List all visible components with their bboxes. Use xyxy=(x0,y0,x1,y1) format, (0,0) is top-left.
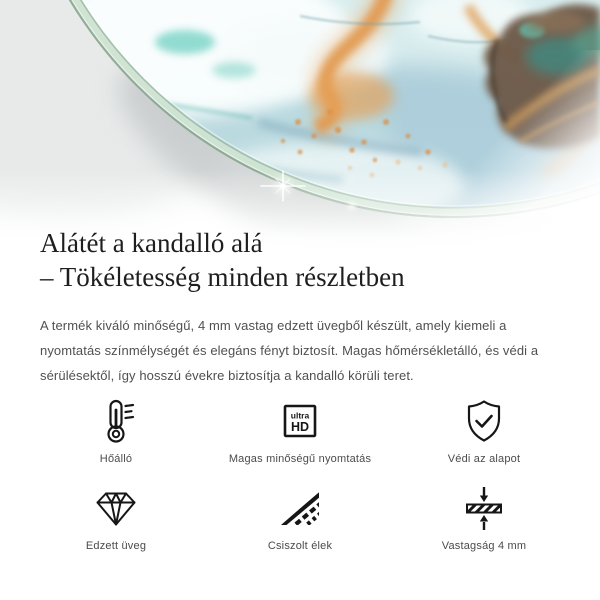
feature-label: Magas minőségű nyomtatás xyxy=(228,453,372,465)
feature-polished-edges xyxy=(208,485,392,552)
feature-label: Vastagság 4 mm xyxy=(441,540,527,552)
ultra-hd-icon xyxy=(276,398,324,444)
page-title xyxy=(40,226,405,294)
feature-label: Edzett üveg xyxy=(85,540,147,552)
feature-protects-base xyxy=(392,398,576,465)
page-title-line-2: – Tökéletesség minden részletben xyxy=(40,262,405,292)
feature-label: Védi az alapot xyxy=(447,453,521,465)
thermometer-icon xyxy=(92,398,140,444)
feature-print-quality xyxy=(208,398,392,465)
feature-label: Hőálló xyxy=(99,453,133,465)
thickness-icon xyxy=(460,485,508,531)
polished-edges-icon xyxy=(276,485,324,531)
product-description: A termék kiváló minőségű, 4 mm vastag edzett üvegből készült, amely kiemeli a nyomtatás színmélységét és elegáns fényt biztosít. Magas hőmérsékletálló, és védi a sérülésektől, így hosszú évekre biztosítja a kandalló körüli teret. xyxy=(40,318,539,383)
features-grid xyxy=(24,398,576,552)
shield-check-icon xyxy=(460,398,508,444)
page-title-line-1: Alátét a kandalló alá xyxy=(40,228,263,258)
feature-label: Csiszolt élek xyxy=(267,540,333,552)
svg-text:ultra: ultra xyxy=(290,410,310,421)
feature-tempered-glass xyxy=(24,485,208,552)
feature-heat-resistant xyxy=(24,398,208,465)
svg-text:HD: HD xyxy=(290,420,310,434)
feature-thickness xyxy=(392,485,576,552)
diamond-icon xyxy=(92,485,140,531)
